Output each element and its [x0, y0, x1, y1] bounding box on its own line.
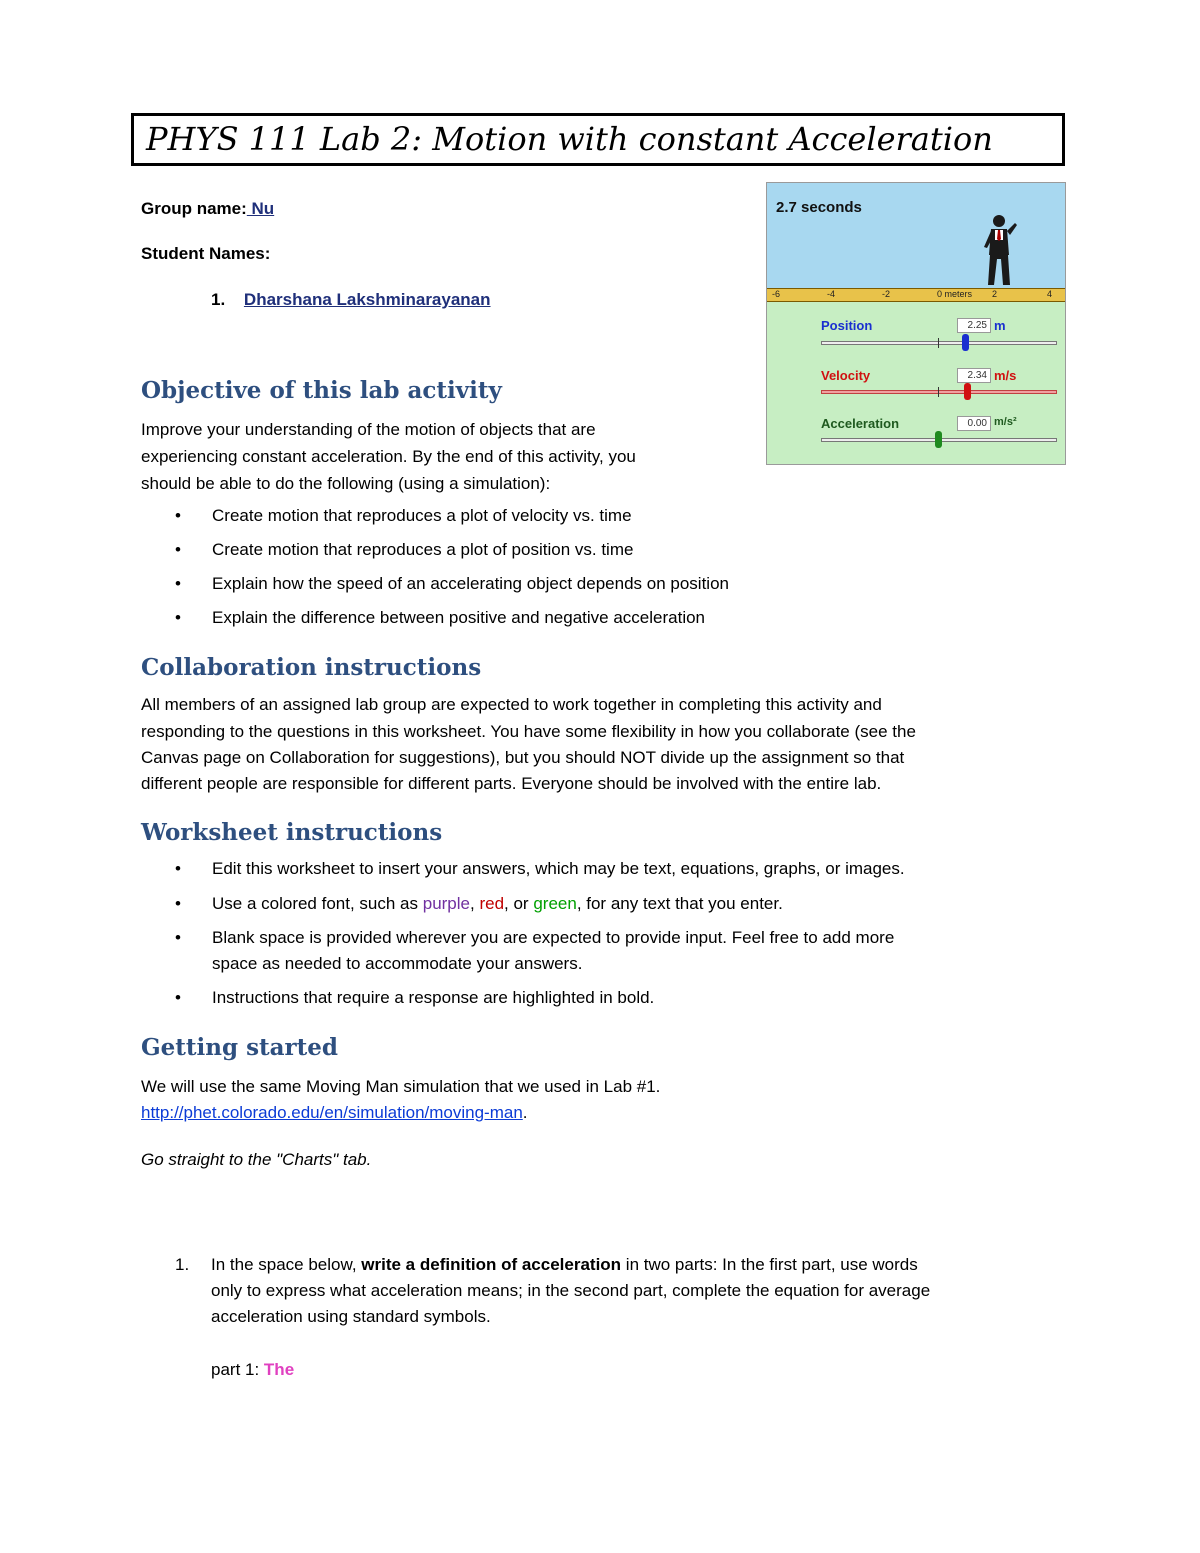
ruler-tick: -4 [827, 289, 836, 299]
question-text-line: In the space below, write a definition of acceleration in two parts: In the first part, use words [211, 1255, 918, 1274]
collaboration-heading: Collaboration instructions [141, 654, 482, 681]
collaboration-text-line: different people are responsible for different parts. Everyone should be involved with the entire lab. [141, 774, 882, 793]
objective-heading: Objective of this lab activity [141, 377, 502, 404]
question-text-line: only to express what acceleration means; in the second part, complete the equation for average [211, 1281, 931, 1300]
sim-sky [767, 183, 1065, 288]
acceleration-label: Acceleration [821, 416, 900, 431]
acceleration-value-field[interactable]: 0.00 [957, 416, 991, 431]
question-number: 1. [175, 1255, 190, 1274]
part1-label: part 1: [211, 1360, 264, 1379]
velocity-label: Velocity [821, 368, 871, 383]
title-box [131, 113, 1065, 166]
velocity-unit: m/s [994, 368, 1017, 383]
objective-text-line: Improve your understanding of the motion of objects that are [141, 420, 596, 439]
red-sample: red [479, 894, 505, 913]
moving-man-figure [979, 213, 1019, 288]
objective-text-line: experiencing constant acceleration. By the end of this activity, you [141, 447, 636, 466]
group-name-row [141, 196, 274, 222]
position-value-field[interactable]: 2.25 [957, 318, 991, 333]
group-name-value: Nu [246, 199, 275, 218]
ruler-tick: -6 [772, 289, 781, 299]
collaboration-text-line: responding to the questions in this worksheet. You have some flexibility in how you collaborate (see the [141, 722, 916, 741]
velocity-slider-handle[interactable] [964, 383, 971, 400]
getting-started-text: We will use the same Moving Man simulation that we used in Lab #1. [141, 1077, 661, 1096]
position-unit: m [994, 318, 1006, 333]
simulation-link-row: http://phet.colorado.edu/en/simulation/moving-man. [141, 1103, 528, 1122]
sim-ruler [767, 288, 1065, 302]
velocity-slider-center-tick [938, 387, 939, 397]
velocity-slider-track[interactable] [821, 390, 1057, 394]
student-number: 1. [211, 290, 226, 309]
question-text-line: acceleration using standard symbols. [211, 1307, 491, 1326]
position-label: Position [821, 318, 873, 333]
position-slider-center-tick [938, 338, 939, 348]
green-sample: green [533, 894, 577, 913]
moving-man-link[interactable]: http://phet.colorado.edu/en/simulation/moving-man [141, 1103, 523, 1122]
ruler-tick: 0 meters [937, 289, 973, 299]
velocity-value-field[interactable]: 2.34 [957, 368, 991, 383]
ruler-tick: 2 [992, 289, 998, 299]
student-name: Dharshana Lakshminarayanan [243, 290, 491, 309]
question-bold-instruction: write a definition of acceleration [361, 1255, 622, 1274]
page-title: PHYS 111 Lab 2: Motion with constant Acceleration [146, 120, 993, 158]
student-list-item [211, 287, 491, 313]
acceleration-unit: m/s² [994, 416, 1017, 428]
purple-sample: purple [422, 894, 470, 913]
acceleration-slider-handle[interactable] [935, 431, 942, 448]
ruler-tick: 4 [1047, 289, 1053, 299]
getting-started-heading: Getting started [141, 1034, 339, 1061]
student-names-label: Student Names: [141, 244, 271, 263]
position-slider-handle[interactable] [962, 334, 969, 351]
worksheet-heading: Worksheet instructions [141, 819, 443, 846]
part1-answer[interactable]: The [263, 1360, 295, 1379]
moving-man-simulation [766, 182, 1066, 465]
collaboration-text-line: All members of an assigned lab group are expected to work together in completing this activity and [141, 695, 882, 714]
collaboration-text-line: Canvas page on Collaboration for suggestions), but you should NOT divide up the assignment so that [141, 748, 905, 767]
ruler-tick: -2 [882, 289, 891, 299]
part1-answer-row[interactable] [211, 1357, 294, 1383]
objective-text-line: should be able to do the following (using a simulation): [141, 474, 551, 493]
group-name-label: Group name: [141, 199, 247, 218]
sim-control-panel [767, 302, 1065, 465]
position-slider-track[interactable] [821, 341, 1057, 345]
sim-time-readout: 2.7 seconds [776, 199, 862, 216]
charts-tab-note: Go straight to the "Charts" tab. [141, 1150, 372, 1169]
